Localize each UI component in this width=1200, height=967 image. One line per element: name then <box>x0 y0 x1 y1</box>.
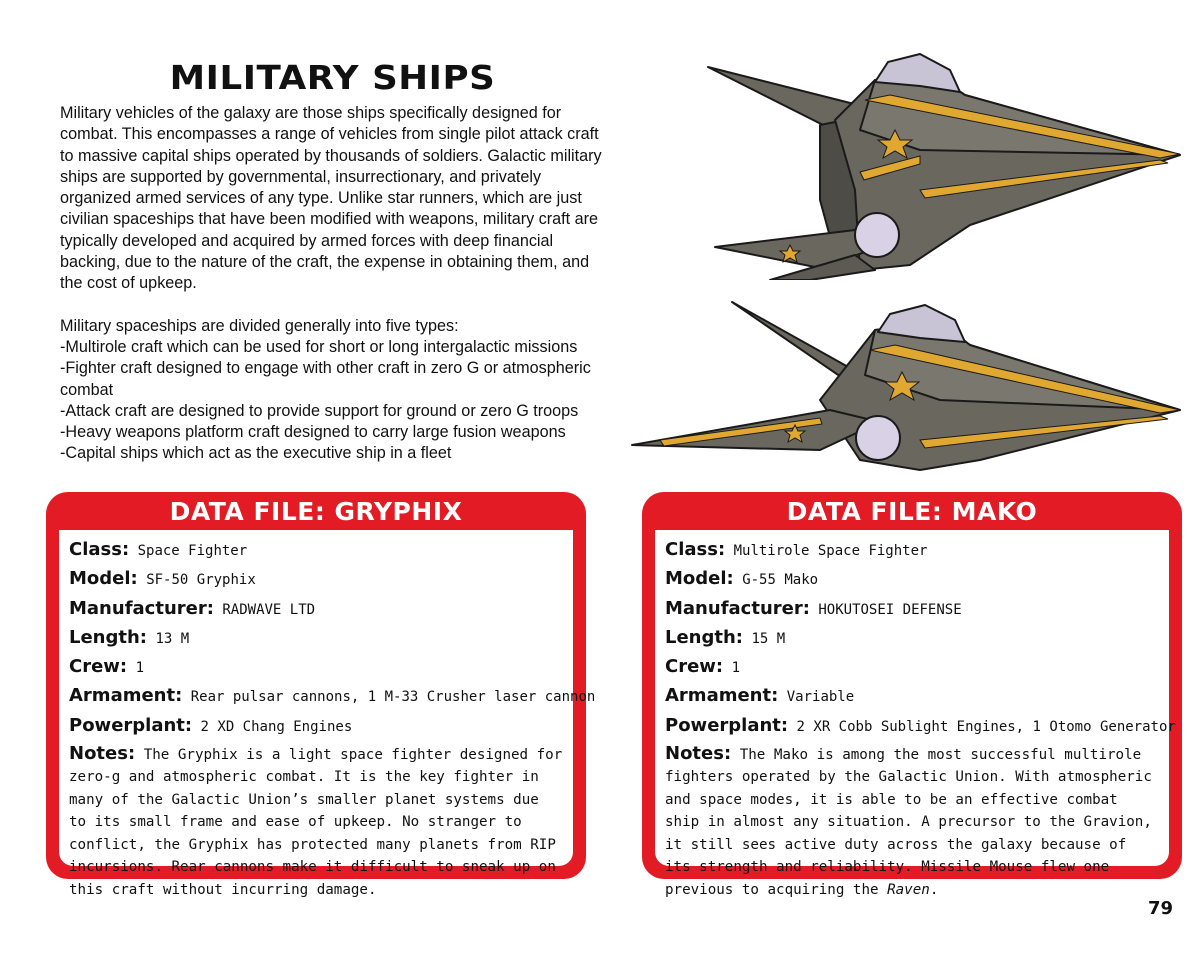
field-label: Powerplant: <box>69 714 193 736</box>
ship-type-item: -Capital ships which act as the executive ship in a fleet <box>60 444 452 463</box>
ship-type-item: -Attack craft are designed to provide support for ground or zero G troops <box>60 401 579 420</box>
field-label: Model: <box>69 568 138 590</box>
field-value: 15 M <box>751 630 786 647</box>
field-label: Class: <box>665 539 726 560</box>
field-class <box>665 536 1159 565</box>
datafile-title: DATA FILE: MAKO <box>786 497 1038 526</box>
field-value: 1 <box>731 660 740 677</box>
field-value: HOKUTOSEI DEFENSE <box>818 601 962 618</box>
field-value: Multirole Space Fighter <box>733 543 928 559</box>
engine-intake <box>855 213 899 257</box>
notes-label: Notes: <box>69 743 136 765</box>
field-label: Class: <box>69 539 130 560</box>
notes-label: Notes: <box>665 743 732 765</box>
field-armament <box>69 682 596 711</box>
intro-text <box>60 103 610 465</box>
field-crew <box>665 653 1159 682</box>
ship-type-item: -Heavy weapons platform craft designed to carry large fusion weapons <box>60 423 566 442</box>
field-length <box>665 624 1159 653</box>
field-class <box>69 536 563 565</box>
ship-illustration-folded <box>620 40 1190 280</box>
field-powerplant <box>69 712 563 741</box>
notes-text: The Gryphix is a light space fighter designed for zero-g and atmospheric combat. It is the key fighter in many of the Galactic Union’s smaller planet systems due to its small frame and ease of upkeep. No stranger to conflict, the Gryphix has protected many planets from RIP incursions. Rear cannons make it difficult to sneak up on this craft without incurring damage. <box>69 747 563 898</box>
datafile-gryphix <box>46 492 596 898</box>
notes-italic-ship-name: Raven <box>887 881 930 898</box>
field-value: Space Fighter <box>137 543 248 559</box>
field-label: Length: <box>69 626 147 648</box>
datafile-title: DATA FILE: GRYPHIX <box>169 497 463 526</box>
field-value: 2 XR Cobb Sublight Engines, 1 Otomo Generator <box>796 718 1176 735</box>
types-intro: Military spaceships are divided generally into five types: <box>60 316 459 335</box>
field-label: Manufacturer: <box>665 597 810 619</box>
field-label: Model: <box>665 568 734 590</box>
ship-type-item: -Multirole craft which can be used for short or long intergalactic missions <box>60 337 578 356</box>
field-label: Crew: <box>69 656 128 678</box>
field-value: 1 <box>135 660 144 677</box>
field-model <box>69 565 563 594</box>
field-label: Manufacturer: <box>69 597 214 619</box>
field-powerplant <box>665 712 1176 741</box>
datafile-body <box>59 530 596 898</box>
field-length <box>69 624 563 653</box>
field-value: G-55 Mako <box>742 572 819 589</box>
paragraph-spacer <box>60 295 610 316</box>
engine-intake <box>856 416 900 460</box>
field-model <box>665 565 1159 594</box>
field-notes <box>69 743 563 901</box>
field-value: SF-50 Gryphix <box>146 572 256 589</box>
ship-illustration-extended <box>620 300 1190 485</box>
field-armament <box>665 682 1159 711</box>
field-label: Armament: <box>69 685 183 707</box>
field-notes <box>665 743 1159 901</box>
page-number: 79 <box>1148 898 1174 919</box>
notes-text-end: . <box>929 881 939 898</box>
field-label: Length: <box>665 626 743 648</box>
field-value: 2 XD Chang Engines <box>200 718 353 735</box>
intro-paragraph: Military vehicles of the galaxy are those ships specifically designed for combat. This encompasses a range of vehicles from single pilot attack craft to massive capital ships operated by thousands of soldiers. Galactic military ships are supported by governmental, insurrectionary, and privately organized armed services of any type. Unlike star runners, which are just civilian spaceships that have been modified with weapons, military craft are typically developed and acquired by armed forces with deep financial backing, due to the nature of the craft, the expense in obtaining them, and the cost of upkeep. <box>60 104 602 293</box>
field-value: 13 M <box>155 630 190 647</box>
notes-text: The Mako is among the most successful multirole fighters operated by the Galactic Union. With atmospheric and space modes, it is able to be an effective combat ship in almost any situation. A precursor to the Gravion, it still sees active duty across the galaxy because of its strength and reliability. Missile Mouse flew one previous to acquiring the <box>665 747 1152 898</box>
field-label: Powerplant: <box>665 714 789 736</box>
field-label: Crew: <box>665 656 724 678</box>
field-value: Variable <box>786 689 855 706</box>
field-value: Rear pulsar cannons, 1 M-33 Crusher laser cannon <box>190 689 596 706</box>
field-manufacturer <box>69 595 563 624</box>
field-crew <box>69 653 563 682</box>
field-value: RADWAVE LTD <box>222 601 316 618</box>
datafile-body <box>655 530 1176 898</box>
page-title: MILITARY SHIPS <box>169 58 496 97</box>
field-manufacturer <box>665 595 1159 624</box>
ship-type-item: -Fighter craft designed to engage with other craft in zero G or atmospheric combat <box>60 359 591 399</box>
datafile-mako <box>642 492 1182 898</box>
field-label: Armament: <box>665 685 779 707</box>
